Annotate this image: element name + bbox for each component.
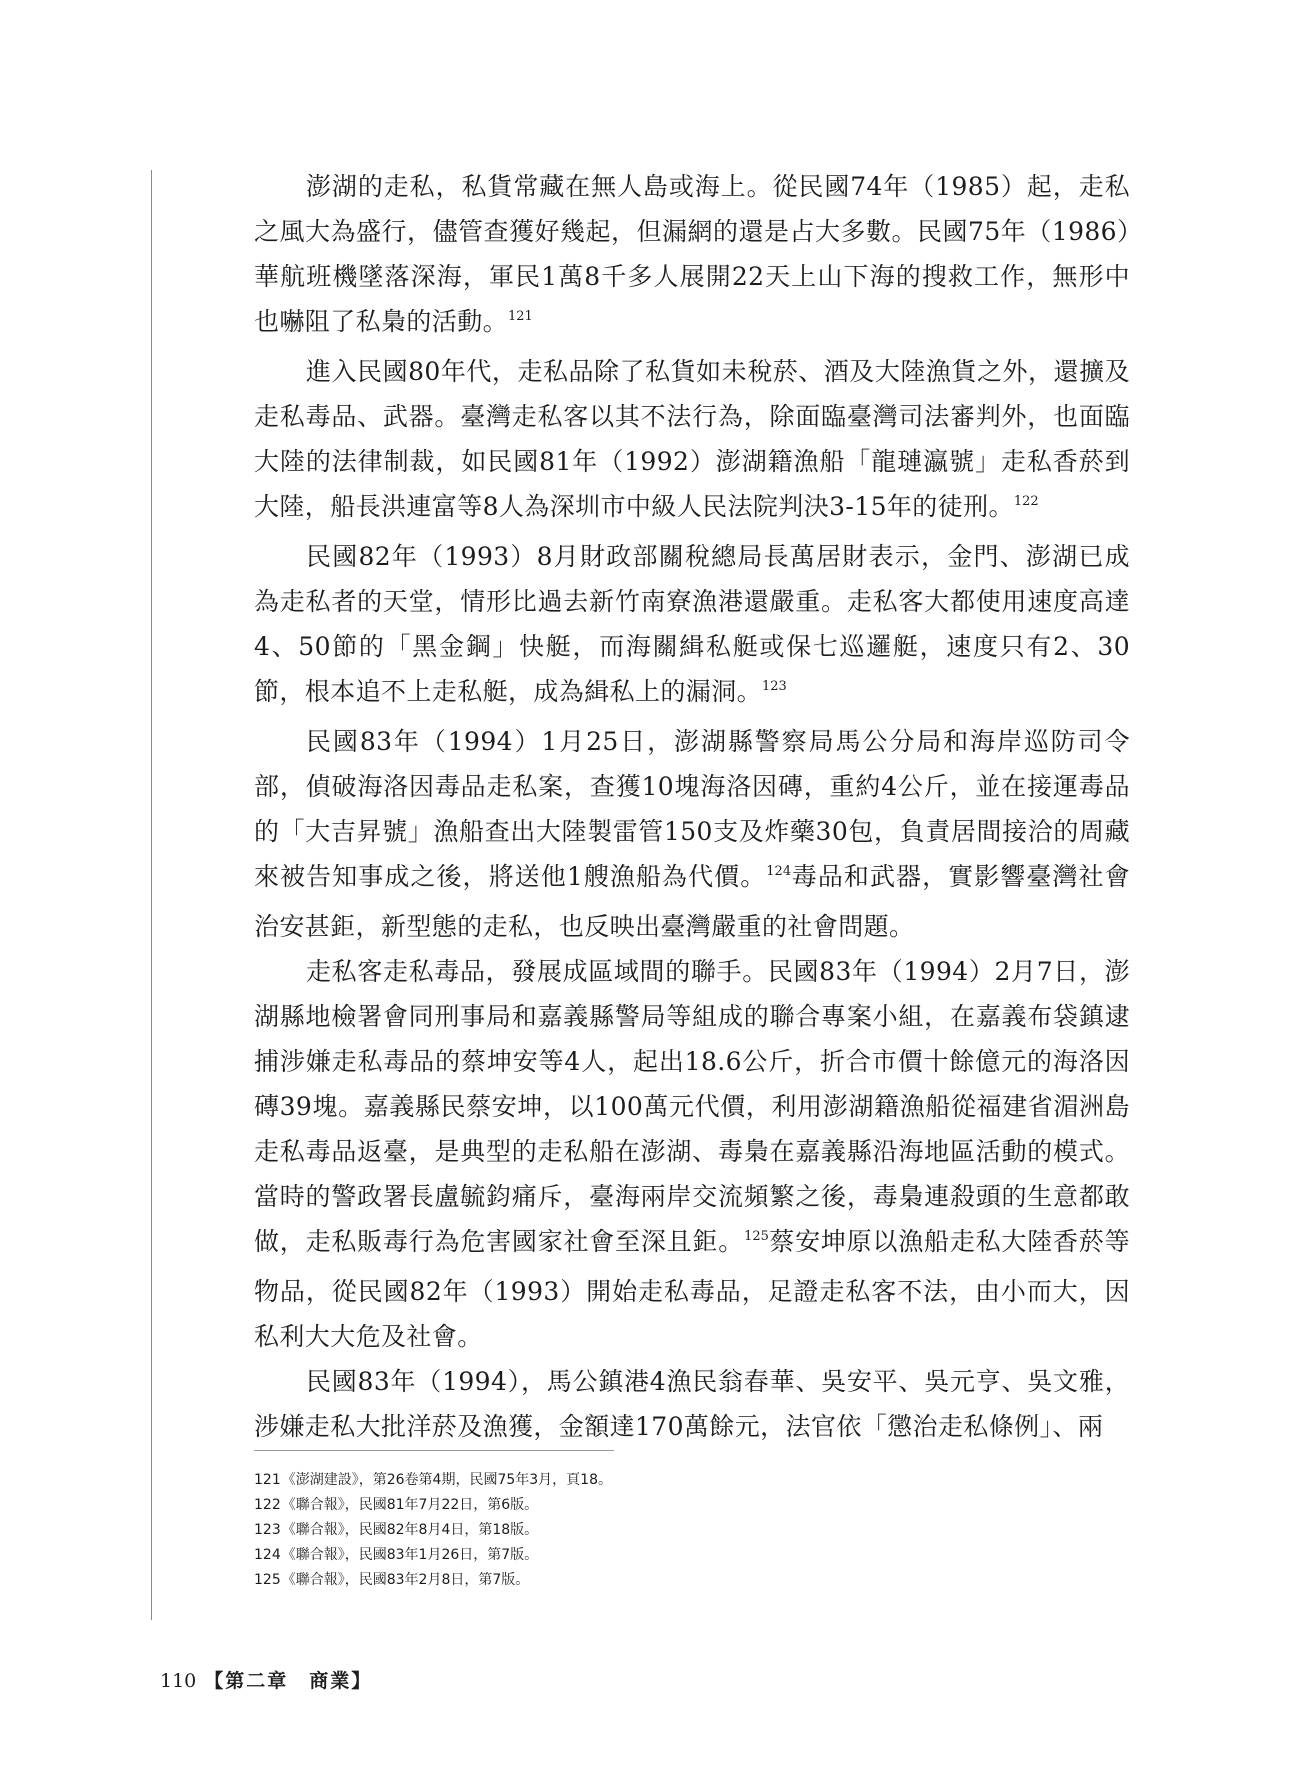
- paragraph-text: 民國83年（1994）1月25日，澎湖縣警察局馬公分局和海岸巡防司令部，偵破海洛因毒品走私案，查獲10塊海洛因磚，重約4公斤，並在接運毒品的「大吉昇號」漁船查出大陸製雷管150支及炸藥30包，負責居間接洽的周藏來被告知事成之後，將送他1艘漁船為代價。: [254, 727, 1130, 891]
- paragraph-text: 民國83年（1994），馬公鎮港4漁民翁春華、吳安平、吳元亨、吳文雅，涉嫌走私大批洋菸及漁獲，金額達170萬餘元，法官依「懲治走私條例」、兩: [254, 1367, 1130, 1441]
- paragraph-6: [254, 1359, 1130, 1449]
- footnotes: [254, 1468, 1054, 1593]
- footnote-number: 125: [254, 1572, 281, 1588]
- chapter-title: 【第二章 商業】: [204, 1670, 373, 1692]
- footnote-divider: [254, 1450, 614, 1451]
- footnote-text: 《聯合報》，民國83年2月8日，第7版。: [281, 1572, 530, 1588]
- paragraph-4: [254, 719, 1130, 949]
- paragraph-text: 進入民國80年代，走私品除了私貨如未稅菸、酒及大陸漁貨之外，還擴及走私毒品、武器。臺灣走私客以其不法行為，除面臨臺灣司法審判外，也面臨大陸的法律制裁，如民國81年（1992）澎湖籍漁船「龍璉瀛號」走私香菸到大陸，船長洪連富等8人為深圳市中級人民法院判決3-15年的徒刑。: [254, 357, 1130, 521]
- footnote-123: [254, 1518, 1054, 1543]
- footnote-121: [254, 1468, 1054, 1493]
- paragraph-text: 澎湖的走私，私貨常藏在無人島或海上。從民國74年（1985）起，走私之風大為盛行，儘管查獲好幾起，但漏網的還是占大多數。民國75年（1986）華航班機墜落深海，軍民1萬8千多人展開22天上山下海的搜救工作，無形中也嚇阻了私梟的活動。: [254, 172, 1130, 336]
- footnote-text: 《聯合報》，民國82年8月4日，第18版。: [281, 1522, 539, 1538]
- page-number: 110: [160, 1670, 197, 1692]
- footnote-number: 121: [254, 1472, 281, 1488]
- margin-rule: [151, 170, 152, 1620]
- paragraph-5: [254, 949, 1130, 1359]
- footnote-ref-125: 125: [744, 1229, 769, 1244]
- paragraph-text: 民國82年（1993）8月財政部關稅總局長萬居財表示，金門、澎湖已成為走私者的天堂，情形比過去新竹南寮漁港還嚴重。走私客大都使用速度高達4、50節的「黑金鋼」快艇，而海關緝私艇或保七巡邏艇，速度只有2、30節，根本追不上走私艇，成為緝私上的漏洞。: [254, 542, 1130, 706]
- page-footer: [160, 1666, 372, 1693]
- footnote-ref-123: 123: [762, 679, 787, 694]
- footnote-124: [254, 1543, 1054, 1568]
- footnote-ref-124: 124: [766, 864, 792, 879]
- footnote-ref-121: 121: [508, 309, 533, 324]
- paragraph-3: [254, 534, 1130, 719]
- footnote-number: 123: [254, 1522, 281, 1538]
- footnote-125: [254, 1568, 1054, 1593]
- paragraph-2: [254, 349, 1130, 534]
- footnote-122: [254, 1493, 1054, 1518]
- footnote-ref-122: 122: [1013, 494, 1039, 509]
- paragraph-1: [254, 164, 1130, 349]
- paragraph-text-continued: 蔡安坤原以漁船走私大陸香菸等物品，從民國82年（1993）開始走私毒品，足證走私客不法，由小而大，因私利大大危及社會。: [254, 1227, 1130, 1351]
- footnote-text: 《澎湖建設》，第26卷第4期，民國75年3月，頁18。: [281, 1472, 612, 1488]
- body-text: [254, 164, 1130, 1449]
- footnote-number: 124: [254, 1547, 281, 1563]
- paragraph-text: 走私客走私毒品，發展成區域間的聯手。民國83年（1994）2月7日，澎湖縣地檢署會同刑事局和嘉義縣警局等組成的聯合專案小組，在嘉義布袋鎮逮捕涉嫌走私毒品的蔡坤安等4人，起出18.6公斤，折合市價十餘億元的海洛因磚39塊。嘉義縣民蔡安坤，以100萬元代價，利用澎湖籍漁船從福建省湄洲島走私毒品返臺，是典型的走私船在澎湖、毒梟在嘉義縣沿海地區活動的模式。當時的警政署長盧毓鈞痛斥，臺海兩岸交流頻繁之後，毒梟連殺頭的生意都敢做，走私販毒行為危害國家社會至深且鉅。: [254, 957, 1130, 1256]
- footnote-text: 《聯合報》，民國83年1月26日，第7版。: [281, 1547, 539, 1563]
- paragraph-text-continued: 毒品和武器，實影響臺灣社會治安甚鉅，新型態的走私，也反映出臺灣嚴重的社會問題。: [254, 862, 1130, 941]
- footnote-number: 122: [254, 1497, 281, 1513]
- footnote-text: 《聯合報》，民國81年7月22日，第6版。: [281, 1497, 539, 1513]
